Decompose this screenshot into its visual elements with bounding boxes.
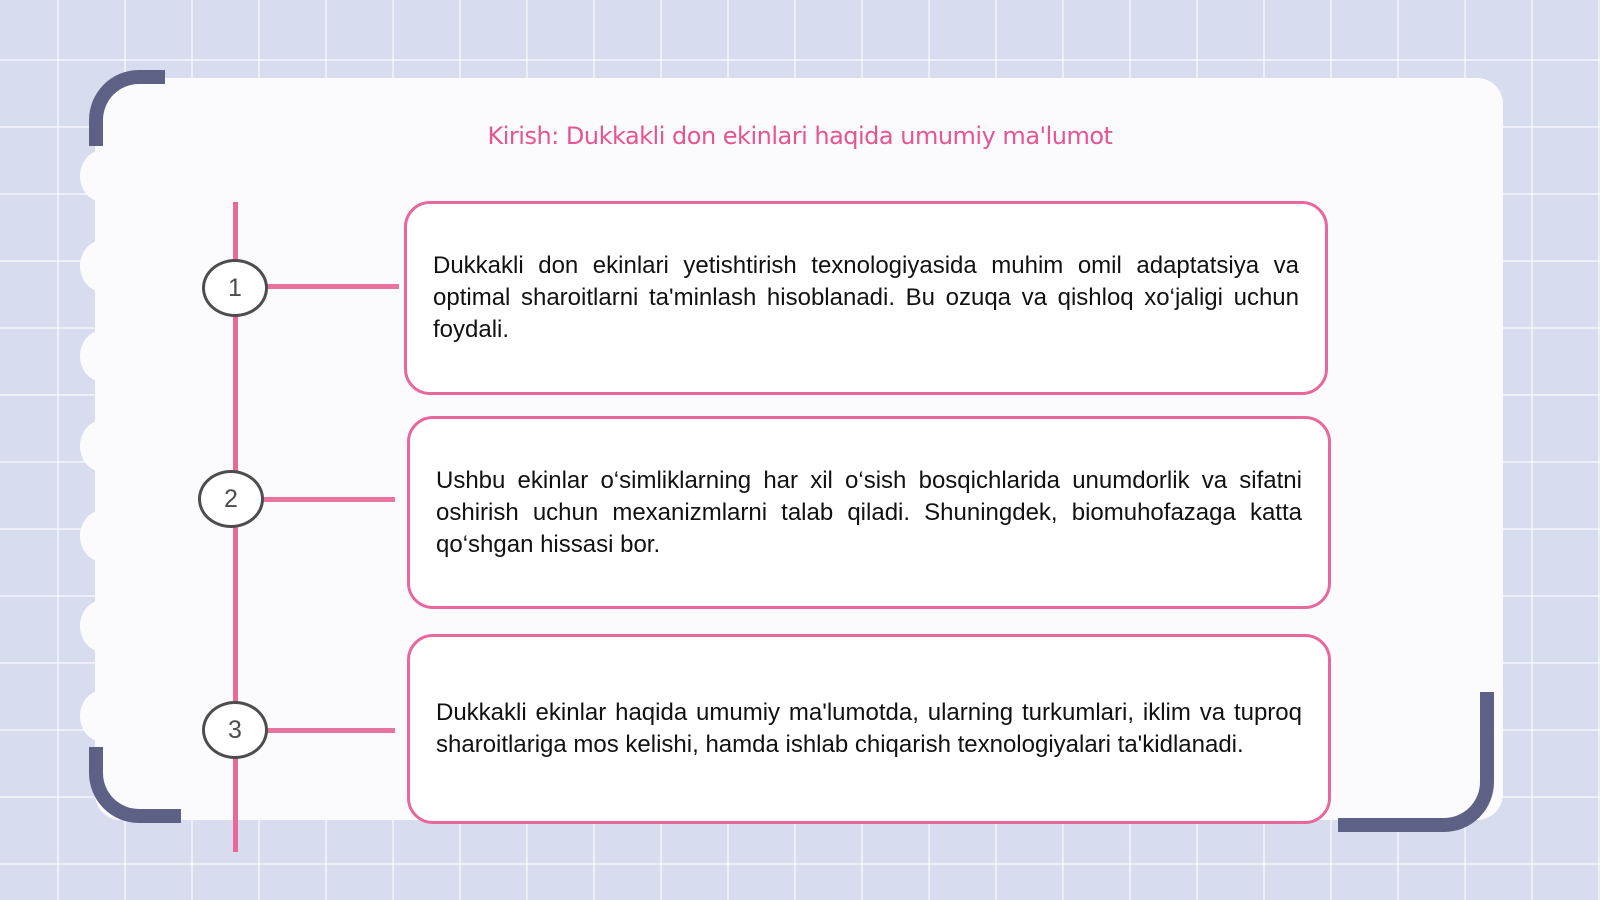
step-number: 1	[228, 273, 242, 302]
step-number: 3	[228, 715, 242, 744]
step-description: Dukkakli don ekinlari yetishtirish texnologiyasida muhim omil adaptatsiya va optimal sharoitlarni ta'minlash hisoblanadi. Bu ozuqa va qishloq xo‘jaligi uchun foydali.	[433, 252, 1299, 343]
scallop-edge	[80, 150, 126, 202]
scallop-edge	[80, 600, 126, 652]
timeline-connector	[261, 497, 395, 502]
scallop-edge	[80, 510, 126, 562]
timeline-connector	[264, 284, 399, 289]
step-number-circle	[202, 701, 268, 759]
scallop-edge	[80, 330, 126, 382]
step-box	[407, 634, 1331, 824]
step-description: Ushbu ekinlar o‘simliklarning har xil o‘sish bosqichlarida unumdorlik va sifatni oshirish uchun mexanizmlarni talab qiladi. Shuningdek, biomuhofazaga katta qo‘shgan hissasi bor.	[436, 466, 1302, 558]
scallop-edge	[80, 420, 126, 472]
scallop-edge	[80, 240, 126, 292]
step-number-circle	[202, 259, 268, 317]
frame-corner-bottom-right	[1338, 692, 1494, 832]
step-description: Dukkakli ekinlar haqida umumiy ma'lumotda, ularning turkumlari, iklim va tuproq sharoitlariga mos kelishi, hamda ishlab chiqarish texnologiyalari ta'kidlanadi.	[436, 699, 1302, 758]
step-box	[407, 416, 1331, 609]
slide-title: Kirish: Dukkakli don ekinlari haqida umumiy ma'lumot	[487, 122, 1113, 150]
timeline-connector	[264, 728, 395, 733]
step-box	[404, 201, 1328, 395]
step-number-circle	[198, 470, 264, 528]
step-number: 2	[224, 484, 238, 513]
scallop-edge	[80, 690, 126, 742]
